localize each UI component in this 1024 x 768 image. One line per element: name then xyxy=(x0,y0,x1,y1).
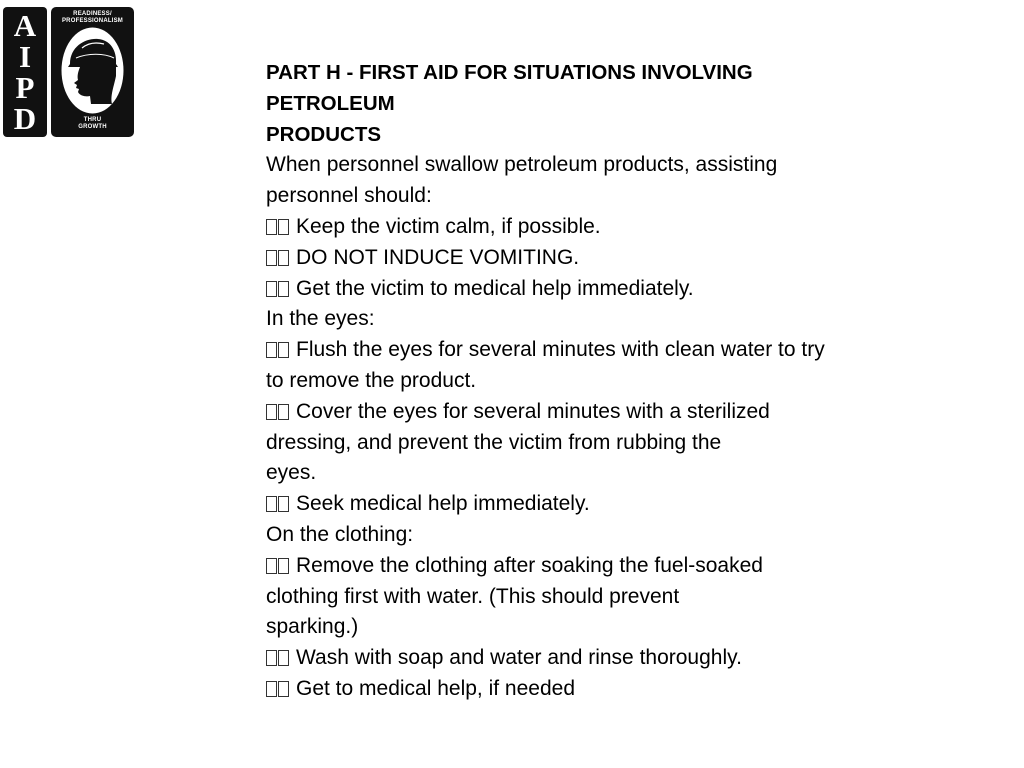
missing-glyph-box-icon xyxy=(278,250,289,266)
missing-glyph-box-icon xyxy=(266,404,277,420)
line-text: DO NOT INDUCE VOMITING. xyxy=(296,245,580,269)
line-text: dressing, and prevent the victim from rubbing the xyxy=(266,430,722,454)
missing-glyph-box-icon xyxy=(266,250,277,266)
text-line xyxy=(266,458,906,489)
logo-letter: P xyxy=(15,70,35,105)
text-line xyxy=(266,582,906,613)
missing-glyph-box-icon xyxy=(266,551,290,582)
bullet-item xyxy=(266,674,906,705)
missing-glyph-box-icon xyxy=(266,643,290,674)
missing-glyph-box-icon xyxy=(266,212,290,243)
line-text: personnel should: xyxy=(266,184,432,208)
missing-glyph-box-icon xyxy=(266,650,277,666)
text-line xyxy=(266,304,906,335)
missing-glyph-box-icon xyxy=(278,404,289,420)
line-text: sparking.) xyxy=(266,615,359,639)
missing-glyph-box-icon xyxy=(278,650,289,666)
line-text: Cover the eyes for several minutes with a sterilized xyxy=(296,399,770,423)
bullet-item xyxy=(266,243,906,274)
bullet-item xyxy=(266,212,906,243)
document-lines xyxy=(266,150,906,704)
line-text: Get the victim to medical help immediately. xyxy=(296,276,694,300)
missing-glyph-box-icon xyxy=(266,558,277,574)
missing-glyph-box-icon xyxy=(266,397,290,428)
document-heading xyxy=(266,58,906,150)
missing-glyph-box-icon xyxy=(278,219,289,235)
logo-letter: A xyxy=(13,8,37,43)
missing-glyph-box-icon xyxy=(278,681,289,697)
line-text: eyes. xyxy=(266,461,317,485)
bullet-item xyxy=(266,489,906,520)
soldier-helmet-silhouette-icon xyxy=(60,26,125,115)
heading-line: PART H - FIRST AID FOR SITUATIONS INVOLVING xyxy=(266,61,753,84)
line-text: to remove the product. xyxy=(266,368,477,392)
missing-glyph-box-icon xyxy=(266,335,290,366)
missing-glyph-box-icon xyxy=(266,281,277,297)
missing-glyph-box-icon xyxy=(266,489,290,520)
text-line xyxy=(266,612,906,643)
seal-text-line: READINESS/ xyxy=(73,11,112,17)
line-text: clothing first with water. (This should prevent xyxy=(266,584,680,608)
seal-bottom-text xyxy=(51,117,134,131)
seal-text-line: GROWTH xyxy=(78,124,107,130)
logo-letter: D xyxy=(13,101,37,136)
logo-letter: I xyxy=(18,39,32,74)
missing-glyph-box-icon xyxy=(278,558,289,574)
heading-line: PRODUCTS xyxy=(266,122,382,146)
document-body xyxy=(266,58,906,705)
bullet-item xyxy=(266,551,906,582)
seal-text-line: THRU xyxy=(83,117,102,123)
line-text: On the clothing: xyxy=(266,522,414,546)
line-text: Flush the eyes for several minutes with clean water to try xyxy=(296,338,825,362)
bullet-item xyxy=(266,274,906,305)
text-line xyxy=(266,428,906,459)
text-line xyxy=(266,366,906,397)
logo-letter-column xyxy=(3,7,47,137)
missing-glyph-box-icon xyxy=(266,674,290,705)
missing-glyph-box-icon xyxy=(266,681,277,697)
line-text: When personnel swallow petroleum products, assisting xyxy=(266,153,778,177)
missing-glyph-box-icon xyxy=(266,243,290,274)
bullet-item xyxy=(266,335,906,366)
missing-glyph-box-icon xyxy=(266,342,277,358)
line-text: Remove the clothing after soaking the fuel-soaked xyxy=(296,553,763,577)
line-text: Get to medical help, if needed xyxy=(296,676,576,700)
missing-glyph-box-icon xyxy=(266,496,277,512)
missing-glyph-box-icon xyxy=(266,274,290,305)
text-line xyxy=(266,150,906,181)
bullet-item xyxy=(266,397,906,428)
heading-line: PETROLEUM xyxy=(266,91,395,115)
missing-glyph-box-icon xyxy=(266,219,277,235)
logo-seal xyxy=(51,7,134,137)
aipd-logo xyxy=(3,7,134,137)
seal-text-line: PROFESSIONALISM xyxy=(61,18,123,24)
seal-top-text xyxy=(51,11,134,25)
text-line xyxy=(266,520,906,551)
line-text: Wash with soap and water and rinse thoroughly. xyxy=(296,646,742,670)
missing-glyph-box-icon xyxy=(278,496,289,512)
missing-glyph-box-icon xyxy=(278,342,289,358)
line-text: Seek medical help immediately. xyxy=(296,492,590,516)
bullet-item xyxy=(266,643,906,674)
missing-glyph-box-icon xyxy=(278,281,289,297)
text-line xyxy=(266,181,906,212)
line-text: In the eyes: xyxy=(266,307,375,331)
line-text: Keep the victim calm, if possible. xyxy=(296,214,601,238)
